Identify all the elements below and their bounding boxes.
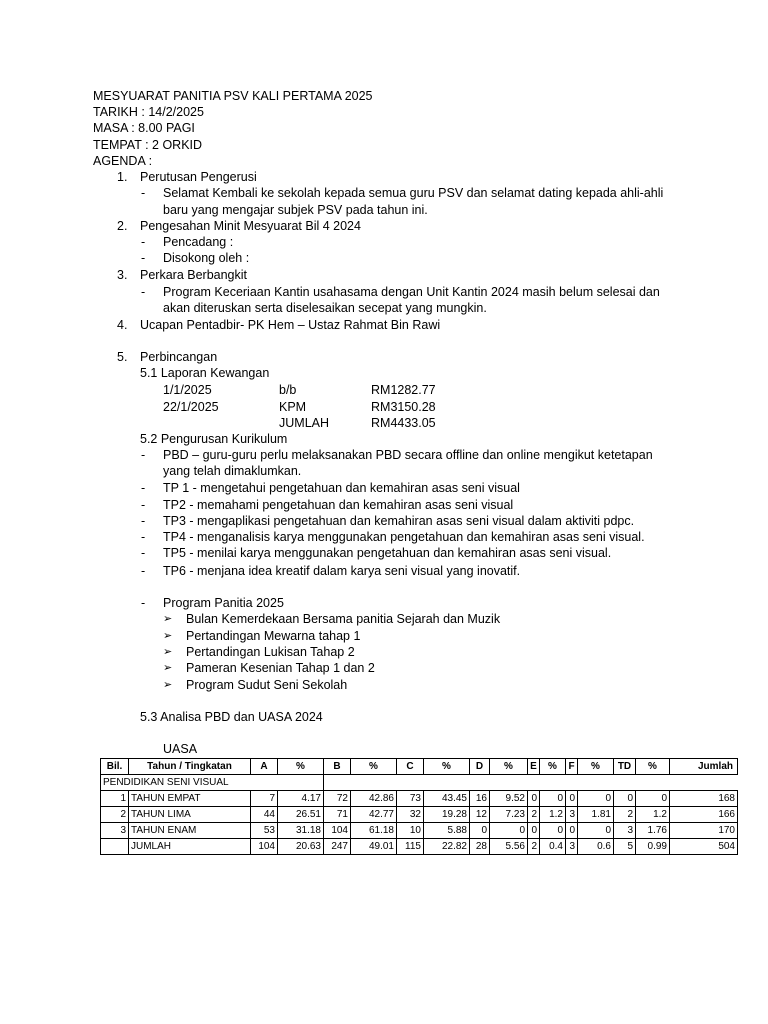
- dash-bullet: -: [141, 448, 146, 462]
- dash-bullet: -: [141, 530, 146, 544]
- bullet-text-cont: baru yang mengajar subjek PSV pada tahun ini.: [163, 203, 428, 217]
- dash-bullet: -: [141, 514, 146, 528]
- finance-amount: RM3150.28: [371, 400, 436, 414]
- arrow-bullet-icon: ➢: [163, 679, 173, 691]
- finance-desc: b/b: [279, 383, 297, 397]
- cell: 0: [540, 823, 566, 839]
- tp-text: TP 1 - mengetahui pengetahuan dan kemahiran asas seni visual: [163, 481, 520, 495]
- cell: 170: [670, 823, 738, 839]
- header-td: TD: [614, 759, 636, 775]
- cell: 9.52: [490, 791, 528, 807]
- header-d: D: [470, 759, 490, 775]
- cell: 0: [566, 791, 578, 807]
- bullet-text-cont: akan diteruskan serta diselesaikan secepat yang mungkin.: [163, 301, 487, 315]
- cell: 71: [324, 807, 351, 823]
- tp-text: TP3 - mengaplikasi pengetahuan dan kemahiran asas seni visual dalam aktiviti pdpc.: [163, 514, 635, 528]
- cell: 3: [566, 807, 578, 823]
- cell: 168: [670, 791, 738, 807]
- cell: 1: [101, 791, 129, 807]
- tp-text: TP4 - menganalisis karya menggunakan pengetahuan dan kemahiran asas seni visual.: [163, 530, 645, 544]
- header-d-pct: %: [490, 759, 528, 775]
- dash-bullet: -: [141, 481, 146, 495]
- dash-bullet: -: [141, 596, 146, 610]
- program-text: Pertandingan Lukisan Tahap 2: [186, 645, 355, 659]
- agenda-item-number: 2.: [117, 219, 128, 233]
- arrow-bullet-icon: ➢: [163, 630, 173, 642]
- table-row: [101, 823, 738, 839]
- agenda-item-number: 4.: [117, 318, 128, 332]
- cell: 0: [578, 791, 614, 807]
- dash-bullet: -: [141, 285, 146, 299]
- seconder-label: Disokong oleh :: [163, 251, 250, 265]
- cell: 61.18: [351, 823, 397, 839]
- agenda-item-number: 5.: [117, 350, 128, 364]
- header-jumlah: Jumlah: [670, 759, 738, 775]
- cell: 2: [528, 807, 540, 823]
- agenda-item-number: 3.: [117, 268, 128, 282]
- header-a-pct: %: [278, 759, 324, 775]
- section-5-3-title: 5.3 Analisa PBD dan UASA 2024: [140, 710, 323, 724]
- pbd-text: PBD – guru-guru perlu melaksanakan PBD secara offline dan online mengikut ketetapan: [163, 448, 653, 462]
- header-bil: Bil.: [101, 759, 129, 775]
- dash-bullet: -: [141, 498, 146, 512]
- header-e-pct: %: [540, 759, 566, 775]
- cell: 42.77: [351, 807, 397, 823]
- cell: 19.28: [424, 807, 470, 823]
- meeting-title: MESYUARAT PANITIA PSV KALI PERTAMA 2025: [93, 89, 373, 103]
- cell: 31.18: [278, 823, 324, 839]
- cell: 0.99: [636, 839, 670, 855]
- header-tahun: Tahun / Tingkatan: [129, 759, 251, 775]
- cell: 0: [566, 823, 578, 839]
- header-e: E: [528, 759, 540, 775]
- section-blank: [324, 775, 738, 791]
- bullet-text: Program Keceriaan Kantin usahasama dengan Unit Kantin 2024 masih belum selesai dan: [163, 285, 660, 299]
- cell: 247: [324, 839, 351, 855]
- cell: 3: [566, 839, 578, 855]
- header-a: A: [251, 759, 278, 775]
- cell: 0: [636, 791, 670, 807]
- cell: 26.51: [278, 807, 324, 823]
- cell: 7: [251, 791, 278, 807]
- cell: 0: [540, 791, 566, 807]
- cell: 1.2: [636, 807, 670, 823]
- arrow-bullet-icon: ➢: [163, 646, 173, 658]
- cell: 0: [490, 823, 528, 839]
- cell: 44: [251, 807, 278, 823]
- cell: 5.56: [490, 839, 528, 855]
- bullet-text: Selamat Kembali ke sekolah kepada semua guru PSV dan selamat dating kepada ahli-ahli: [163, 186, 664, 200]
- cell: 32: [397, 807, 424, 823]
- dash-bullet: -: [141, 235, 146, 249]
- meeting-time: MASA : 8.00 PAGI: [93, 121, 195, 135]
- cell: 1.2: [540, 807, 566, 823]
- header-f: F: [566, 759, 578, 775]
- tp-text: TP2 - memahami pengetahuan dan kemahiran asas seni visual: [163, 498, 514, 512]
- finance-date: 22/1/2025: [163, 400, 219, 414]
- cell: 0.6: [578, 839, 614, 855]
- meeting-date: TARIKH : 14/2/2025: [93, 105, 204, 119]
- agenda-label: AGENDA :: [93, 154, 153, 168]
- cell: 3: [101, 823, 129, 839]
- header-c: C: [397, 759, 424, 775]
- agenda-item-title: Ucapan Pentadbir- PK Hem – Ustaz Rahmat Bin Rawi: [140, 318, 441, 332]
- tp-text: TP6 - menjana idea kreatif dalam karya seni visual yang inovatif.: [163, 564, 521, 578]
- cell: 0: [614, 791, 636, 807]
- header-c-pct: %: [424, 759, 470, 775]
- cell: 10: [397, 823, 424, 839]
- arrow-bullet-icon: ➢: [163, 613, 173, 625]
- cell: [101, 839, 129, 855]
- cell: 0: [528, 791, 540, 807]
- cell: 28: [470, 839, 490, 855]
- section-5-1-title: 5.1 Laporan Kewangan: [140, 366, 270, 380]
- header-td-pct: %: [636, 759, 670, 775]
- cell: 115: [397, 839, 424, 855]
- program-text: Program Sudut Seni Sekolah: [186, 678, 348, 692]
- agenda-item-number: 1.: [117, 170, 128, 184]
- cell: TAHUN EMPAT: [129, 791, 251, 807]
- arrow-bullet-icon: ➢: [163, 662, 173, 674]
- proposer-label: Pencadang :: [163, 235, 234, 249]
- cell: 4.17: [278, 791, 324, 807]
- uasa-table: [100, 758, 738, 855]
- cell: 504: [670, 839, 738, 855]
- cell: 72: [324, 791, 351, 807]
- cell: 73: [397, 791, 424, 807]
- cell: 0: [578, 823, 614, 839]
- cell: TAHUN LIMA: [129, 807, 251, 823]
- cell: JUMLAH: [129, 839, 251, 855]
- program-text: Bulan Kemerdekaan Bersama panitia Sejarah dan Muzik: [186, 612, 501, 626]
- dash-bullet: -: [141, 564, 146, 578]
- cell: 166: [670, 807, 738, 823]
- cell: 7.23: [490, 807, 528, 823]
- finance-amount: RM4433.05: [371, 416, 436, 430]
- dash-bullet: -: [141, 546, 146, 560]
- pbd-text-cont: yang telah dimaklumkan.: [163, 464, 302, 478]
- cell: 49.01: [351, 839, 397, 855]
- table-section-row: [101, 775, 738, 791]
- cell: 53: [251, 823, 278, 839]
- agenda-item-title: Perkara Berbangkit: [140, 268, 248, 282]
- finance-date: 1/1/2025: [163, 383, 212, 397]
- table-row: [101, 791, 738, 807]
- cell: 0: [470, 823, 490, 839]
- section-label: PENDIDIKAN SENI VISUAL: [101, 775, 324, 791]
- cell: 42.86: [351, 791, 397, 807]
- cell: 2: [528, 839, 540, 855]
- cell: TAHUN ENAM: [129, 823, 251, 839]
- table-total-row: [101, 839, 738, 855]
- finance-desc: JUMLAH: [279, 416, 330, 430]
- tp-text: TP5 - menilai karya menggunakan pengetahuan dan kemahiran asas seni visual.: [163, 546, 612, 560]
- cell: 0.4: [540, 839, 566, 855]
- agenda-item-title: Perbincangan: [140, 350, 218, 364]
- section-5-2-title: 5.2 Pengurusan Kurikulum: [140, 432, 288, 446]
- meeting-place: TEMPAT : 2 ORKID: [93, 138, 203, 152]
- cell: 43.45: [424, 791, 470, 807]
- cell: 1.76: [636, 823, 670, 839]
- cell: 22.82: [424, 839, 470, 855]
- cell: 20.63: [278, 839, 324, 855]
- agenda-item-title: Perutusan Pengerusi: [140, 170, 257, 184]
- uasa-label: UASA: [163, 742, 198, 756]
- table-row: [101, 807, 738, 823]
- cell: 1.81: [578, 807, 614, 823]
- dash-bullet: -: [141, 251, 146, 265]
- cell: 2: [101, 807, 129, 823]
- finance-amount: RM1282.77: [371, 383, 436, 397]
- program-text: Pertandingan Mewarna tahap 1: [186, 629, 361, 643]
- agenda-item-title: Pengesahan Minit Mesyuarat Bil 4 2024: [140, 219, 361, 233]
- cell: 0: [528, 823, 540, 839]
- cell: 5: [614, 839, 636, 855]
- cell: 3: [614, 823, 636, 839]
- cell: 2: [614, 807, 636, 823]
- program-title: Program Panitia 2025: [163, 596, 284, 610]
- program-text: Pameran Kesenian Tahap 1 dan 2: [186, 661, 375, 675]
- dash-bullet: -: [141, 186, 146, 200]
- finance-desc: KPM: [279, 400, 307, 414]
- cell: 16: [470, 791, 490, 807]
- header-f-pct: %: [578, 759, 614, 775]
- cell: 5.88: [424, 823, 470, 839]
- cell: 12: [470, 807, 490, 823]
- cell: 104: [324, 823, 351, 839]
- cell: 104: [251, 839, 278, 855]
- header-b-pct: %: [351, 759, 397, 775]
- table-header-row: [101, 759, 738, 775]
- header-b: B: [324, 759, 351, 775]
